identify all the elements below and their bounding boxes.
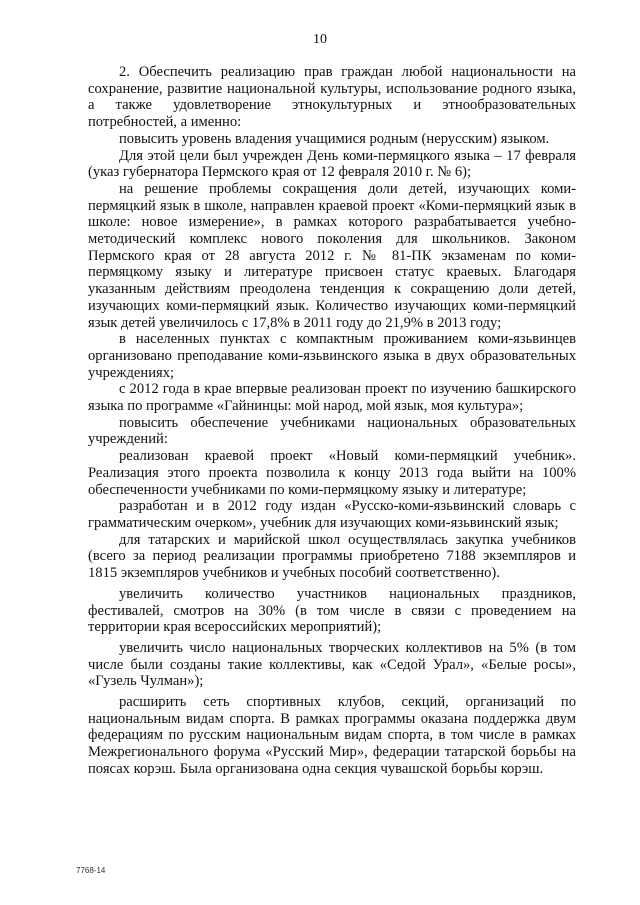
paragraph: Для этой цели был учрежден День коми-пермяцкого языка – 17 февраля (указ губернатора Пермского края от 12 февраля 2010 г. № 6); xyxy=(88,147,576,181)
document-code: 7768-14 xyxy=(76,866,106,875)
paragraph: в населенных пунктах с компактным проживанием коми-язьвинцев организовано преподавание коми-язьвинского языка в двух образовательных учреждениях; xyxy=(88,331,576,381)
paragraph: расширить сеть спортивных клубов, секций, организаций по национальным видам спорта. В рамках программы оказана поддержка двум федерациям по русским национальным видам спорта, в том числе в рамках Межрегионального форума «Русский Мир», федерации татарской борьбы на поясах корэш. Была организована одна секция чувашской борьбы корэш. xyxy=(88,694,576,777)
paragraph: повысить уровень владения учащимися родным (нерусским) языком. xyxy=(119,130,550,147)
paragraph: увеличить количество участников национальных праздников, фестивалей, смотров на 30% (в том числе в связи с проведением на территории края всероссийских мероприятий); xyxy=(88,585,576,636)
paragraph: 2. Обеспечить реализацию прав граждан любой национальности на сохранение, развитие национальной культуры, использование родного языка, а также удовлетворение этнокультурных и этнообразовательных потребностей, а именно: xyxy=(88,64,576,131)
paragraph: реализован краевой проект «Новый коми-пермяцкий учебник». Реализация этого проекта позволила к концу 2013 года выйти на 100% обеспеченности учебниками по коми-пермяцкому языку и литературе; xyxy=(88,448,576,498)
document-body xyxy=(88,64,576,778)
paragraph: разработан и в 2012 году издан «Русско-коми-язьвинский словарь с грамматическим очерком», учебник для изучающих коми-язьвинский язык; xyxy=(88,498,576,531)
paragraph: повысить обеспечение учебниками национальных образовательных учреждений: xyxy=(88,414,576,448)
paragraph: на решение проблемы сокращения доли детей, изучающих коми-пермяцкий язык в школе, направлен краевой проект «Коми-пермяцкий язык в школе: новое измерение», в рамках которого разрабатывается учебно-методический комплекс нового поколения для школьников. Законом Пермского края от 28 августа 2012 г. № 81-ПК экзаменам по коми-пермяцкому языку и литературе присвоен статус краевых. Благодаря указанным действиям преодолена тенденция к сокращению доли детей, изучающих коми-пермяцкий язык. Количество изучающих коми-пермяцкий язык детей увеличилось с 17,8% в 2011 году до 21,9% в 2013 году; xyxy=(88,180,576,331)
page-number: 10 xyxy=(313,32,327,47)
paragraph: с 2012 года в крае впервые реализован проект по изучению башкирского языка по программе «Гайнинцы: мой народ, мой язык, моя культура»; xyxy=(88,381,576,415)
paragraph: увеличить число национальных творческих коллективов на 5% (в том числе были созданы такие коллективы, как «Седой Урал», «Белые росы», «Гузель Чулман»); xyxy=(88,639,576,690)
paragraph: для татарских и марийской школ осуществлялась закупка учебников (всего за период реализации программы приобретено 7188 экземпляров и 1815 экземпляров учебников и учебных пособий соответственно). xyxy=(88,531,576,582)
